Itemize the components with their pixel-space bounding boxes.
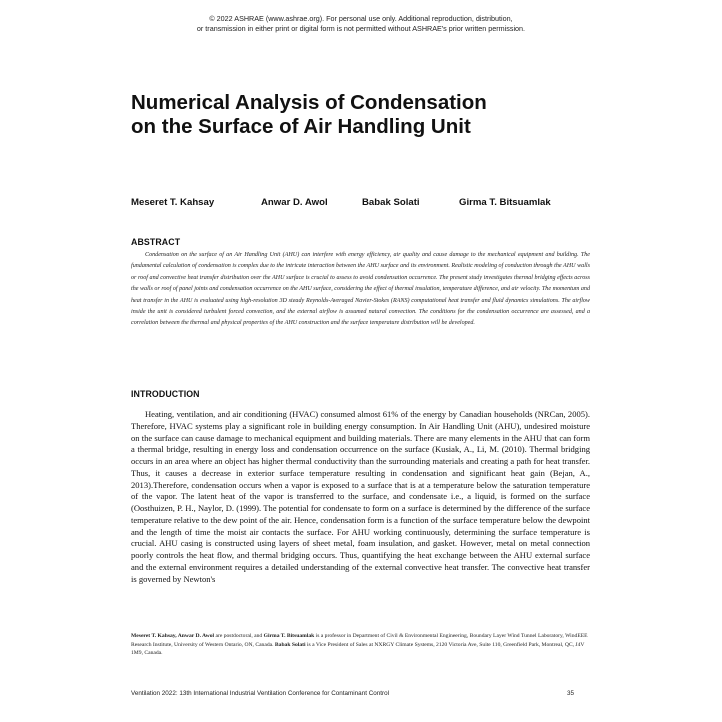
paper-title [131,91,601,139]
footnote-names-2: Girma T. Bitsuamlak [263,633,315,639]
footnote-text-3: is a Vice President of Sales at NXRGY Climate Systems, 2120 Victoria Ave, Suite 110, Greenfield Park, Montreal, QC, J4V 1M9, Canada. [131,641,585,656]
introduction-heading: INTRODUCTION [131,389,200,399]
title-line-1: Numerical Analysis of Condensation [131,91,487,114]
author-kahsay: Meseret T. Kahsay [131,197,215,208]
footnote-names-3: Babak Solati [274,641,306,648]
page-number: 35 [567,690,575,697]
copyright-line-1: © 2022 ASHRAE (www.ashrae.org). For personal use only. Additional reproduction, distribution, [209,14,513,23]
abstract-heading: ABSTRACT [131,237,181,247]
title-line-2: on the Surface of Air Handling Unit [131,115,471,138]
author-list [131,197,601,211]
author-awol: Anwar D. Awol [261,197,328,208]
author-affiliation-footnote [131,632,590,658]
author-solati: Babak Solati [362,197,420,208]
conference-footer: Ventilation 2022: 13th International Industrial Ventilation Conference for Contaminant Control [131,690,389,697]
copyright-line-2: or transmission in either print or digital form is not permitted without ASHRAE's prior written permission. [196,24,526,33]
footnote-text-2: is a professor in Department of Civil & Environmental Engineering, Boundary Layer Wind Tunnel Laboratory, WindEEE Research Institute, University of Western Ontario, ON, Canada. [131,633,588,648]
abstract-text: Condensation on the surface of an Air Handling Unit (AHU) can interfere with energy efficiency, air quality and cause damage to the mechanical equipment and building. The fundamental calculation of condensation is complex due to the intricate interaction between the AHU surface and its environment. Realistic modeling of conduction through the AHU walls or roof and convective heat transfer distribution over the AHU surface is crucial to assess to avoid condensation occurrence. The present study investigates thermal bridging effects across the walls or roof of panel joints and condensation occurrence on the AHU surface, considering the effect of thermal insulation, temperature difference, and air velocity. The momentum and heat transfer in the AHU is evaluated using high-resolution 3D steady Reynolds-Averaged Navier-Stokes (RANS) computational heat transfer and fluid dynamics simulations. The airflow inside the unit is considered turbulent forced convection, and the external airflow is assumed natural convection. The conditions for the condensation occurrence are assessed, and a correlation between the thermal and physical properties of the AHU construction and the surface temperature distribution will be developed. [131,252,590,327]
author-bitsuamlak: Girma T. Bitsuamlak [459,197,551,208]
footnote-text-1: are postdoctoral, and [214,633,264,639]
copyright-notice [0,14,722,34]
footnote-names-1: Meseret T. Kahsay, Anwar D. Awol [131,633,215,639]
introduction-text: Heating, ventilation, and air conditioning (HVAC) consumed almost 61% of the energy by Canadian households (NRCan, 2005). Therefore, HVAC systems play a significant role in building energy consumption. In Air Handling Unit (AHU), undesired moisture on the surface can cause damage to mechanical equipment and building materials. There are many elements in the AHU that can form a thermal bridge, resulting in energy loss and condensation occurrence on the surface (Kusiak, A., Li, M. (2010). Thermal bridging occurs in an area where an object has higher thermal conductivity than the surrounding materials and creating a path for heat transfer. Thus, it causes a decrease in exterior surface temperature resulting in condensation and significant heat gain (Bejan, A., 2013).Therefore, condensation occurs when a vapor is exposed to a surface that is at a temperature below the saturation temperature of the vapor. The latent heat of the vapor is transferred to the surface, and condensate i.e., a liquid, is formed on the surface (Oosthuizen, P. H., Naylor, D. (1999). The potential for condensate to form on a surface is determined by the difference of the surface temperature relative to the dew point of the air. Hence, condensation form is a function of the surface temperature below the dewpoint and the length of time the moist air contacts the surface. For AHU working continuously, determining the surface temperature is crucial. AHU casing is constructed using layers of sheet metal, foam insulation, and gasket. However, metal on metal connection poorly controls the heat flow, and thermal bridging occurs. Thus, quantifying the heat exchange between the AHU external surface and the external environment requires a detailed understanding of the external convective heat transfer. The convective heat transfer is governed by Newton's [131,409,590,584]
